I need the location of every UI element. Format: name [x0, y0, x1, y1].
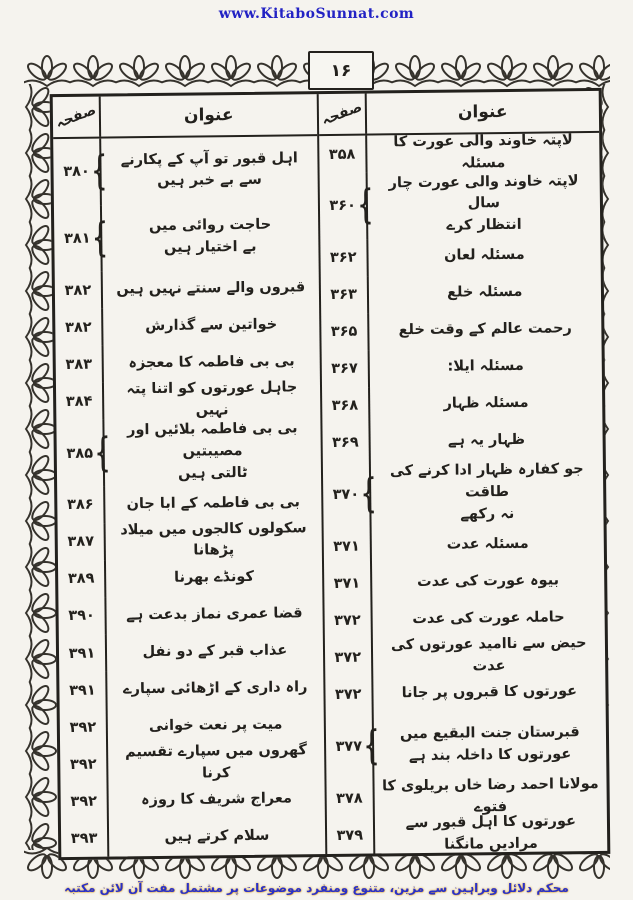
entry-title: مسئلہ ظہار: [443, 395, 529, 413]
page-number-cell: ۳۶۰ {: [319, 173, 368, 240]
page-number-cell: ۳۶۳: [320, 276, 368, 314]
title-column-header: عنوان: [457, 101, 508, 123]
page-number-cell: ۳۹۲: [60, 709, 108, 747]
toc-row: [319, 170, 600, 240]
entry-title: رحمت عالم کے وقت خلع: [398, 320, 572, 339]
entry-title: لاپتہ خاوند والی عورت کا مسئلہ: [393, 131, 573, 172]
page-number-cell: ۳۶۵: [321, 313, 369, 351]
toc-row: [61, 817, 325, 857]
entry-title: مسئلہ عدت: [446, 535, 529, 553]
row-brace: {: [90, 148, 108, 196]
toc-row: [323, 459, 604, 529]
page-number-cell: ۳۸۱ {: [54, 205, 103, 272]
toc-row: [59, 669, 323, 709]
page-number-cell: ۳۷۱: [323, 528, 371, 566]
page-number-cell: ۳۹۲: [60, 783, 108, 821]
ornamental-border-frame: [24, 54, 610, 880]
entry-title: میت پر نعت خوانی: [148, 716, 283, 734]
title-column-header: عنوان: [183, 105, 234, 126]
entry-title: ظہار یہ ہے: [447, 432, 526, 450]
entry-title: عورتوں کا قبروں پر جانا: [401, 683, 578, 702]
toc-row: [324, 562, 605, 602]
entry-title: مسئلہ ایلا:: [447, 358, 524, 375]
entry-title: مولانا احمد رضا خاں بریلوی کا فتوے: [381, 775, 599, 815]
toc-row: [319, 133, 600, 173]
page-number-cell: ۳۸۷: [58, 524, 106, 562]
toc-table-left: [53, 94, 327, 857]
entry-title: بی بی فاطمہ کا معجزہ: [128, 353, 295, 372]
page-number-cell: ۳۷۹: [327, 817, 375, 855]
toc-row: [55, 306, 319, 346]
page-number-cell: ۳۸۳: [56, 346, 104, 384]
toc-right-rows: [319, 133, 607, 854]
page-number-cell: ۳۷۷ {: [325, 713, 374, 780]
entry-title: جاہل عورتوں کو اتنا پتہ نہیں: [126, 379, 298, 419]
entry-title: راہ داری کے اڑھائی سپارے: [122, 678, 308, 698]
toc-row: [325, 673, 606, 713]
page-column-header-label: صفحہ: [319, 98, 365, 129]
entry-title: عورتوں کا اہل قبور سے مرادیں مانگنا: [405, 813, 577, 853]
page-number-cell: ۳۶۹: [322, 424, 370, 462]
page-number-cell: ۳۷۸: [326, 780, 374, 818]
toc-row: [60, 743, 324, 783]
toc-row: [322, 385, 603, 425]
page-number-cell: ۳۵۸: [319, 136, 367, 174]
toc-table-right: [318, 91, 607, 854]
page-number-cell: ۳۹۱: [59, 635, 107, 673]
toc-row: [323, 525, 604, 565]
toc-row: [321, 311, 602, 351]
page-number-cell: ۳۷۲: [325, 676, 373, 714]
toc-row: [58, 521, 322, 561]
entry-title: حاملہ عورت کی عدت: [412, 609, 565, 628]
toc-left-rows: [53, 136, 325, 857]
page-number-cell: ۳۸۶: [57, 486, 105, 524]
entry-title: مسئلہ خلع: [447, 284, 523, 301]
entry-title: معراج شریف کا روزہ: [141, 790, 293, 808]
entry-title: خواتین سے گذارش: [145, 316, 278, 334]
page-number-cell: ۳۹۱: [59, 672, 107, 710]
entry-title: حیض سے ناامید عورتوں کی عدت: [390, 635, 587, 675]
page-number-cell: ۳۹۰: [58, 598, 106, 636]
toc-row: [320, 237, 601, 277]
toc-left-header: [53, 94, 317, 139]
page-number-cell: ۳۶۸: [322, 387, 370, 425]
row-brace: {: [360, 471, 378, 518]
entry-title: لاپتہ خاوند والی عورت چار سال انتظار کرے: [388, 172, 579, 234]
page-number-cell: ۳۸۰ {: [53, 139, 102, 206]
toc-row: [58, 595, 322, 635]
toc-row: [60, 780, 324, 820]
page-number-cell: ۳۷۲: [324, 602, 372, 640]
page-number-cell: ۳۷۲: [325, 639, 373, 677]
entry-title: اہل قبور تو آپ کے پکارنے سے بے خبر ہیں: [120, 149, 298, 190]
entry-title: جو کفارہ ظہار ادا کرنے کی طاقت نہ رکھے: [389, 461, 584, 523]
entry-title: سکولوں کالجوں میں میلاد پڑھانا: [120, 519, 307, 560]
entry-title: کونڈے بھرنا: [174, 568, 255, 586]
row-brace: {: [91, 215, 109, 262]
toc-row: [320, 274, 601, 314]
entry-title: مسئلہ لعان: [444, 247, 525, 264]
page-column-header: [53, 97, 101, 138]
page-number-box: [308, 51, 374, 90]
page-number-cell: ۳۶۷: [321, 350, 369, 388]
entry-title: بی بی فاطمہ بلائیں اور مصیبتیں ٹالتی ہیں: [127, 420, 298, 482]
toc-row: [322, 422, 603, 462]
entry-title: بیوہ عورت کی عدت: [417, 572, 560, 591]
page-number-cell: ۳۸۴: [56, 383, 104, 421]
toc-row: [325, 710, 606, 780]
toc-row: [58, 558, 322, 598]
toc-row: [54, 203, 318, 273]
entry-title: بی بی فاطمہ کے ابا جان: [126, 493, 300, 512]
entry-title: قبروں والے سنتے نہیں ہیں: [116, 279, 306, 298]
page-number-cell: ۳۹۲: [60, 746, 108, 784]
page-column-header-label: صفحہ: [53, 101, 99, 132]
page-number-cell: ۳۷۱: [324, 565, 372, 603]
row-brace: {: [356, 182, 374, 230]
page-number-cell: ۳۸۲: [55, 272, 103, 310]
entry-title: سلام کرتے ہیں: [164, 827, 270, 845]
page-number-cell: ۳۸۹: [58, 561, 106, 599]
entry-title: قضا عمری نماز بدعت ہے: [126, 604, 303, 623]
toc-row: [53, 136, 317, 206]
row-brace: {: [93, 429, 112, 477]
entry-title: قبرستان جنت البقیع میں عورتوں کا داخلہ بند ہے: [399, 724, 580, 764]
footer-text: محکم دلائل وبراہین سے مزین، متنوع ومنفرد موضوعات پر مشتمل مفت آن لائن مکتبہ: [64, 881, 569, 895]
entry-title: حاجت روائی میں بے اختیار ہیں: [148, 216, 272, 256]
page-number-cell: ۳۷۰ {: [323, 461, 372, 528]
row-brace: {: [362, 722, 381, 770]
page-number-cell: ۳۹۳: [61, 820, 109, 858]
page-number-cell: ۳۶۲: [320, 239, 368, 277]
toc-row: [56, 380, 320, 420]
entry-title: گھروں میں سپارے تقسیم کرنا: [124, 742, 308, 782]
toc-row: [56, 417, 320, 487]
table-of-contents: [50, 88, 611, 860]
page-number-cell: ۳۸۲: [55, 309, 103, 347]
page-number: ۱۶: [330, 60, 352, 81]
toc-row: [325, 636, 606, 676]
page-number-cell: ۳۸۵ {: [56, 420, 105, 487]
toc-row: [321, 348, 602, 388]
site-url-link[interactable]: www.KitaboSunnat.com: [218, 6, 415, 22]
page-column-header: [318, 94, 366, 135]
toc-row: [59, 632, 323, 672]
toc-row: [55, 269, 319, 309]
toc-row: [327, 814, 608, 854]
entry-title: عذاب قبر کے دو نفل: [142, 642, 288, 660]
